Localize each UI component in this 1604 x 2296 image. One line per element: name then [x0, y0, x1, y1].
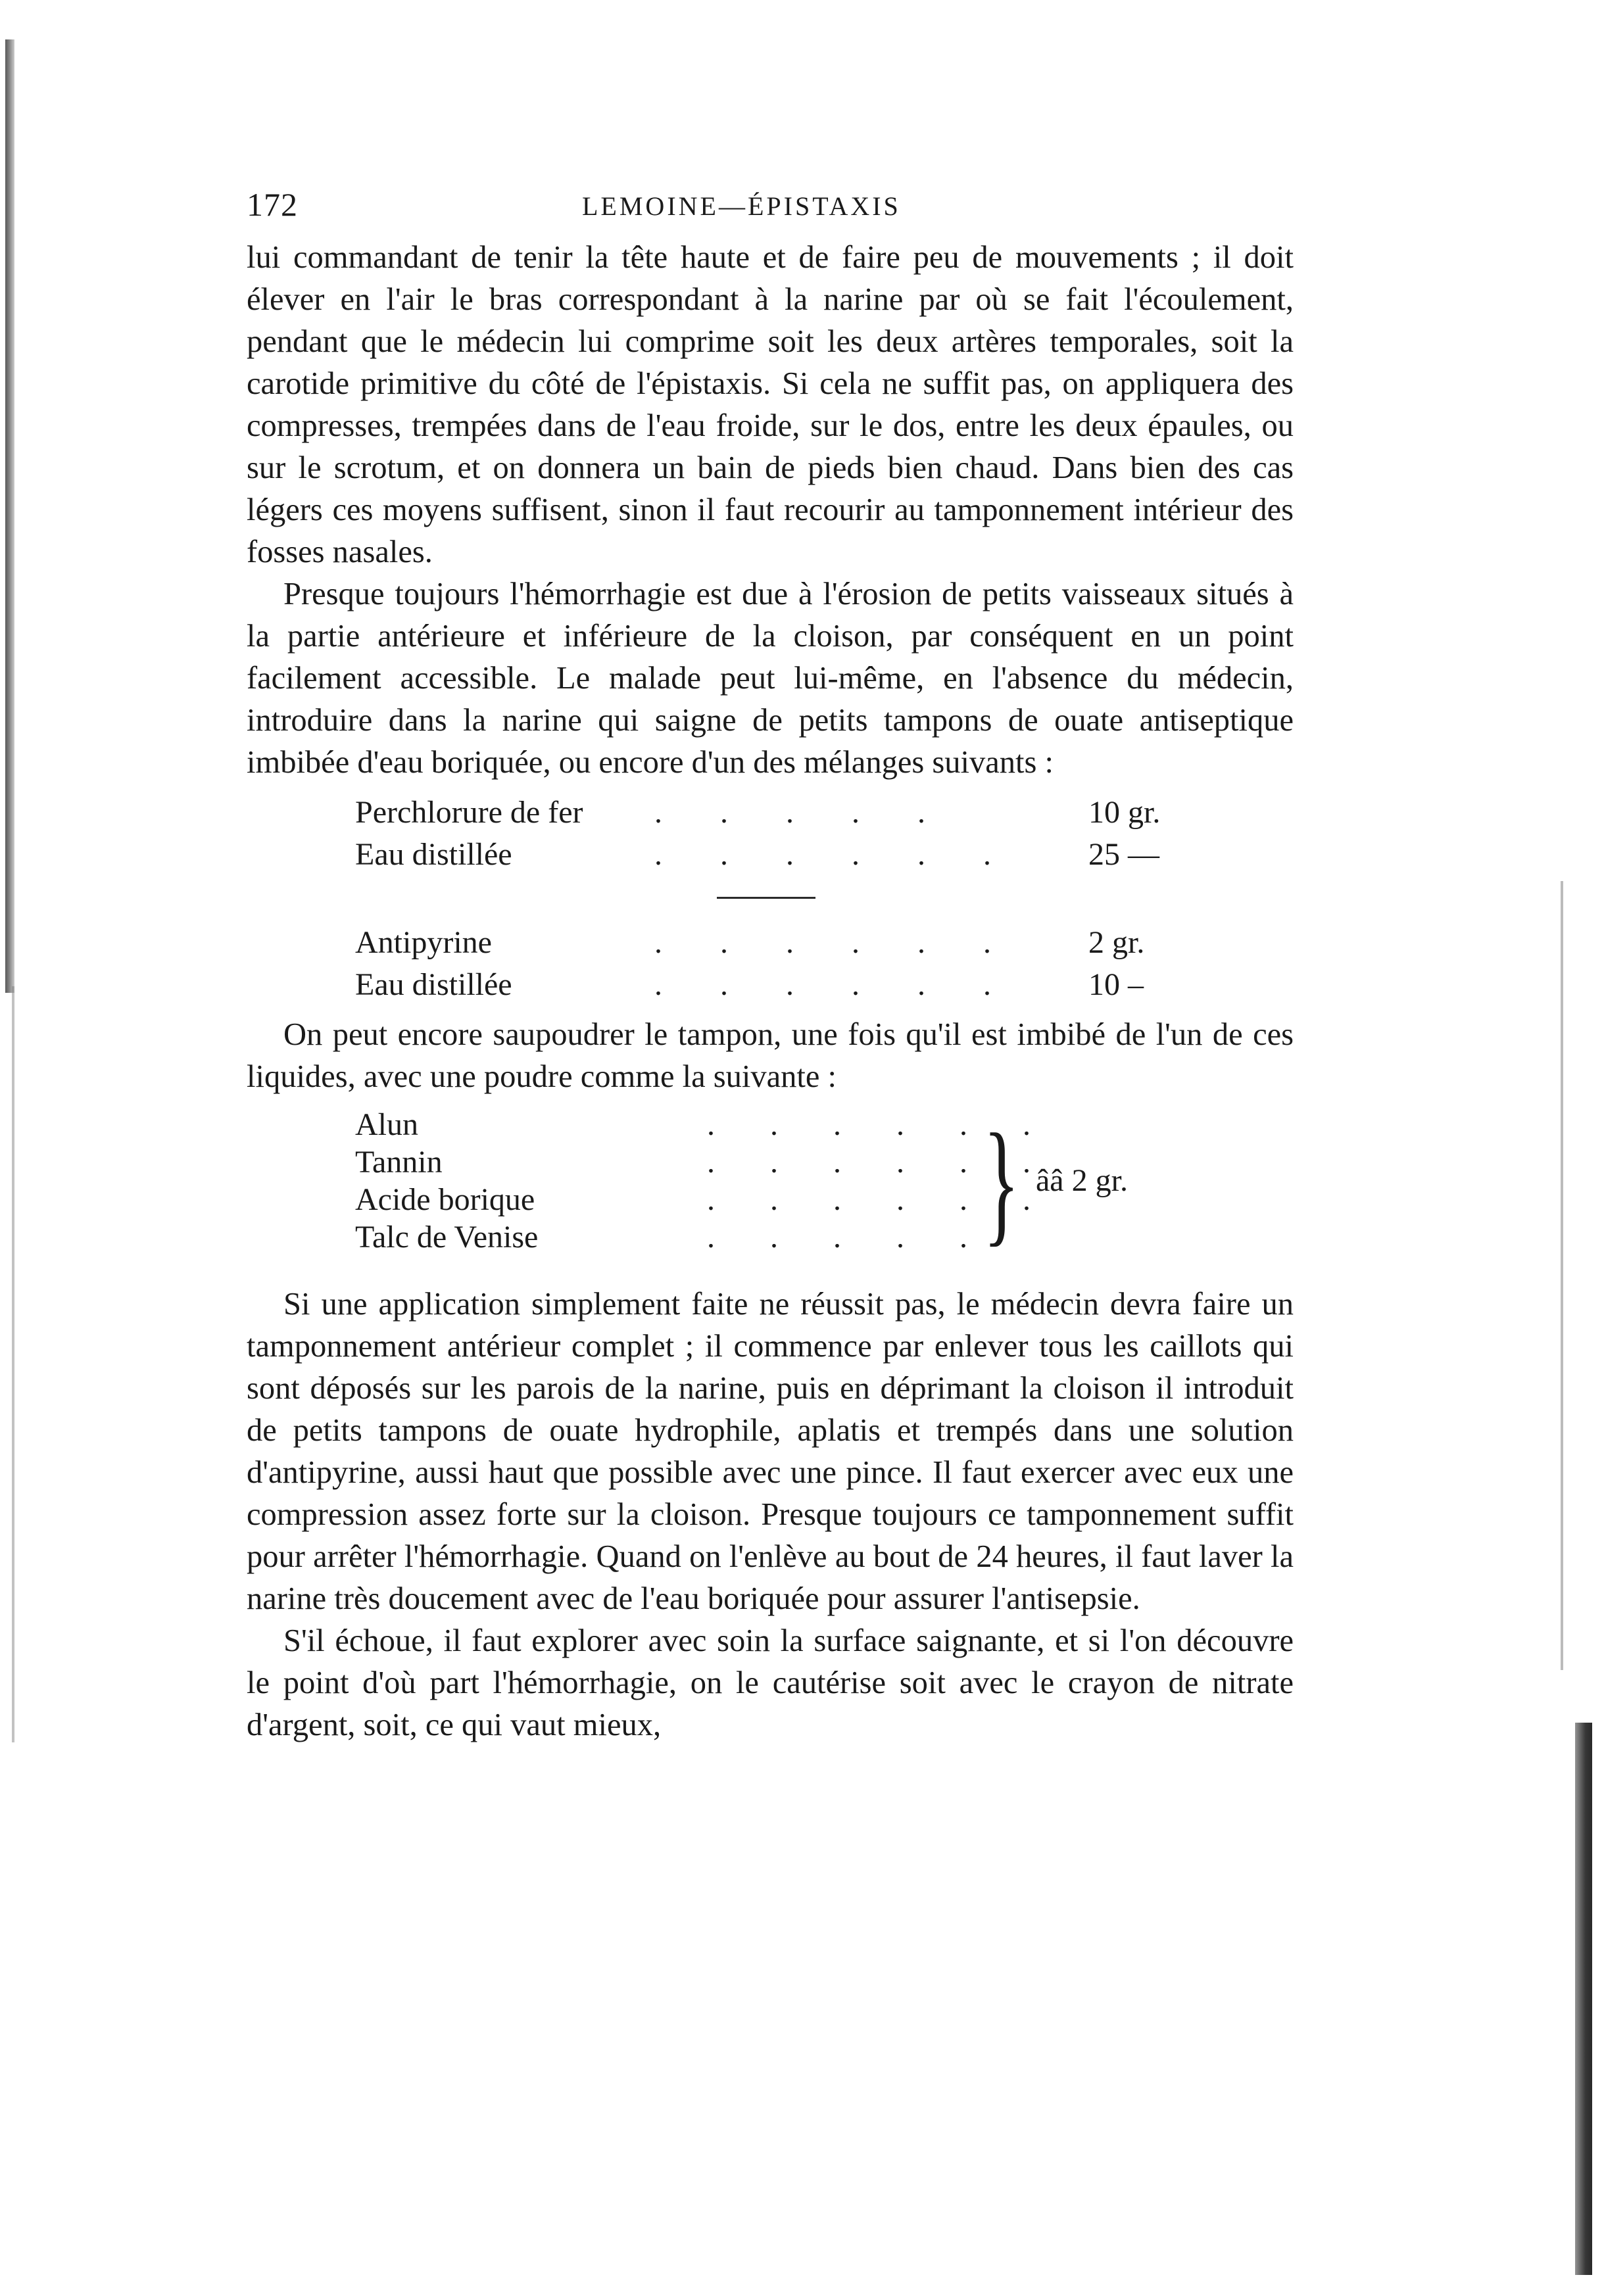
page-header: [247, 185, 1299, 231]
leader-dots: . . . . . .: [707, 1145, 1054, 1180]
ingredient-name: Perchlorure de fer: [355, 795, 583, 830]
recipe-line: [247, 834, 1294, 876]
paragraph-1: lui commandant de tenir la tête haute et de faire peu de mouvements ; il doit élever en l'air le bras correspondant à la narine par où se fait l'écoulement, pendant que le médecin lui comprime soit les deux artères temporales, soit la carotide primitive du côté de l'épistaxis. Si cela ne suffit pas, on appliquera des compresses, trempées dans de l'eau froide, sur le dos, entre les deux épaules, ou sur le scrotum, et on donnera un bain de pieds bien chaud. Dans bien des cas légers ces moyens suffisent, sinon il faut recourir au tamponnement intérieur des fosses nasales.: [247, 240, 1294, 569]
powder-ingredient: Alun: [355, 1107, 418, 1142]
powder-ingredient: Talc de Venise: [355, 1220, 539, 1255]
ingredient-name: Antipyrine: [355, 925, 492, 960]
paragraph-3: On peut encore saupoudrer le tampon, une fois qu'il est imbibé de l'un de ces liquides, avec une poudre comme la suivante :: [247, 1017, 1294, 1094]
powder-dose: ââ 2 gr.: [1036, 1163, 1128, 1198]
leader-dots: . . . . . .: [654, 837, 1016, 872]
ingredient-quantity: 10 –: [1088, 967, 1144, 1002]
scan-edge-right: [1575, 1723, 1592, 2275]
recipe-line: [247, 964, 1294, 1006]
page-number: 172: [247, 186, 298, 223]
recipe-line: [247, 792, 1294, 834]
leader-dots: . . . . . .: [707, 1182, 1054, 1217]
scan-edge-right-line: [1561, 881, 1563, 1670]
paragraph-2: Presque toujours l'hémorrhagie est due à l'érosion de petits vaisseaux situés à la partie antérieure et inférieure de la cloison, par conséquent en un point facilement accessible. Le malade peut lui-même, en l'absence du médecin, introduire dans la narine qui saigne de petits tampons de ouate antiseptique imbibée d'eau boriquée, ou encore d'un des mélanges suivants :: [247, 577, 1294, 780]
leader-dots: . . . . . .: [654, 925, 1016, 960]
ingredient-name: Eau distillée: [355, 967, 512, 1002]
powder-ingredient: Tannin: [355, 1145, 443, 1180]
leader-dots: . . . . .: [707, 1220, 991, 1255]
powder-formula: [247, 1106, 1294, 1274]
leader-dots: . . . . . .: [707, 1107, 1054, 1142]
ingredient-quantity: 25 —: [1088, 837, 1159, 872]
scan-edge-left-lower: [12, 986, 14, 1742]
leader-dots: . . . . .: [654, 795, 950, 830]
scan-edge-left: [5, 39, 14, 993]
running-title: LEMOINE—ÉPISTAXIS: [582, 191, 901, 221]
body-text: [247, 237, 1294, 1746]
ingredient-quantity: 2 gr.: [1088, 925, 1145, 960]
recipe-line: [247, 922, 1294, 964]
leader-dots: . . . . . .: [654, 967, 1016, 1002]
recipe-separator: [247, 876, 1294, 922]
paragraph-4: Si une application simplement faite ne réussit pas, le médecin devra faire un tamponnement antérieur complet ; il commence par enlever tous les caillots qui sont déposés sur les parois de la narine, puis en déprimant la cloison il introduit de petits tampons de ouate hydrophile, aplatis et trempés dans une solution d'antipyrine, aussi haut que possible avec une pince. Il faut exercer avec eux une compression assez forte sur la cloison. Presque toujours ce tamponnement suffit pour arrêter l'hémorrhagie. Quand on l'enlève au bout de 24 heures, il faut laver la narine très doucement avec de l'eau boriquée pour assurer l'antisepsie.: [247, 1287, 1294, 1616]
ingredient-quantity: 10 gr.: [1088, 795, 1161, 830]
ingredient-name: Eau distillée: [355, 837, 512, 872]
paragraph-5: S'il échoue, il faut explorer avec soin la surface saignante, et si l'on découvre le point d'où part l'hémorrhagie, on le cautérise soit avec le crayon de nitrate d'argent, soit, ce qui vaut mieux,: [247, 1623, 1294, 1742]
separator-rule: [717, 897, 815, 899]
powder-ingredient: Acide borique: [355, 1182, 535, 1217]
grouping-brace: }: [983, 1106, 1020, 1258]
